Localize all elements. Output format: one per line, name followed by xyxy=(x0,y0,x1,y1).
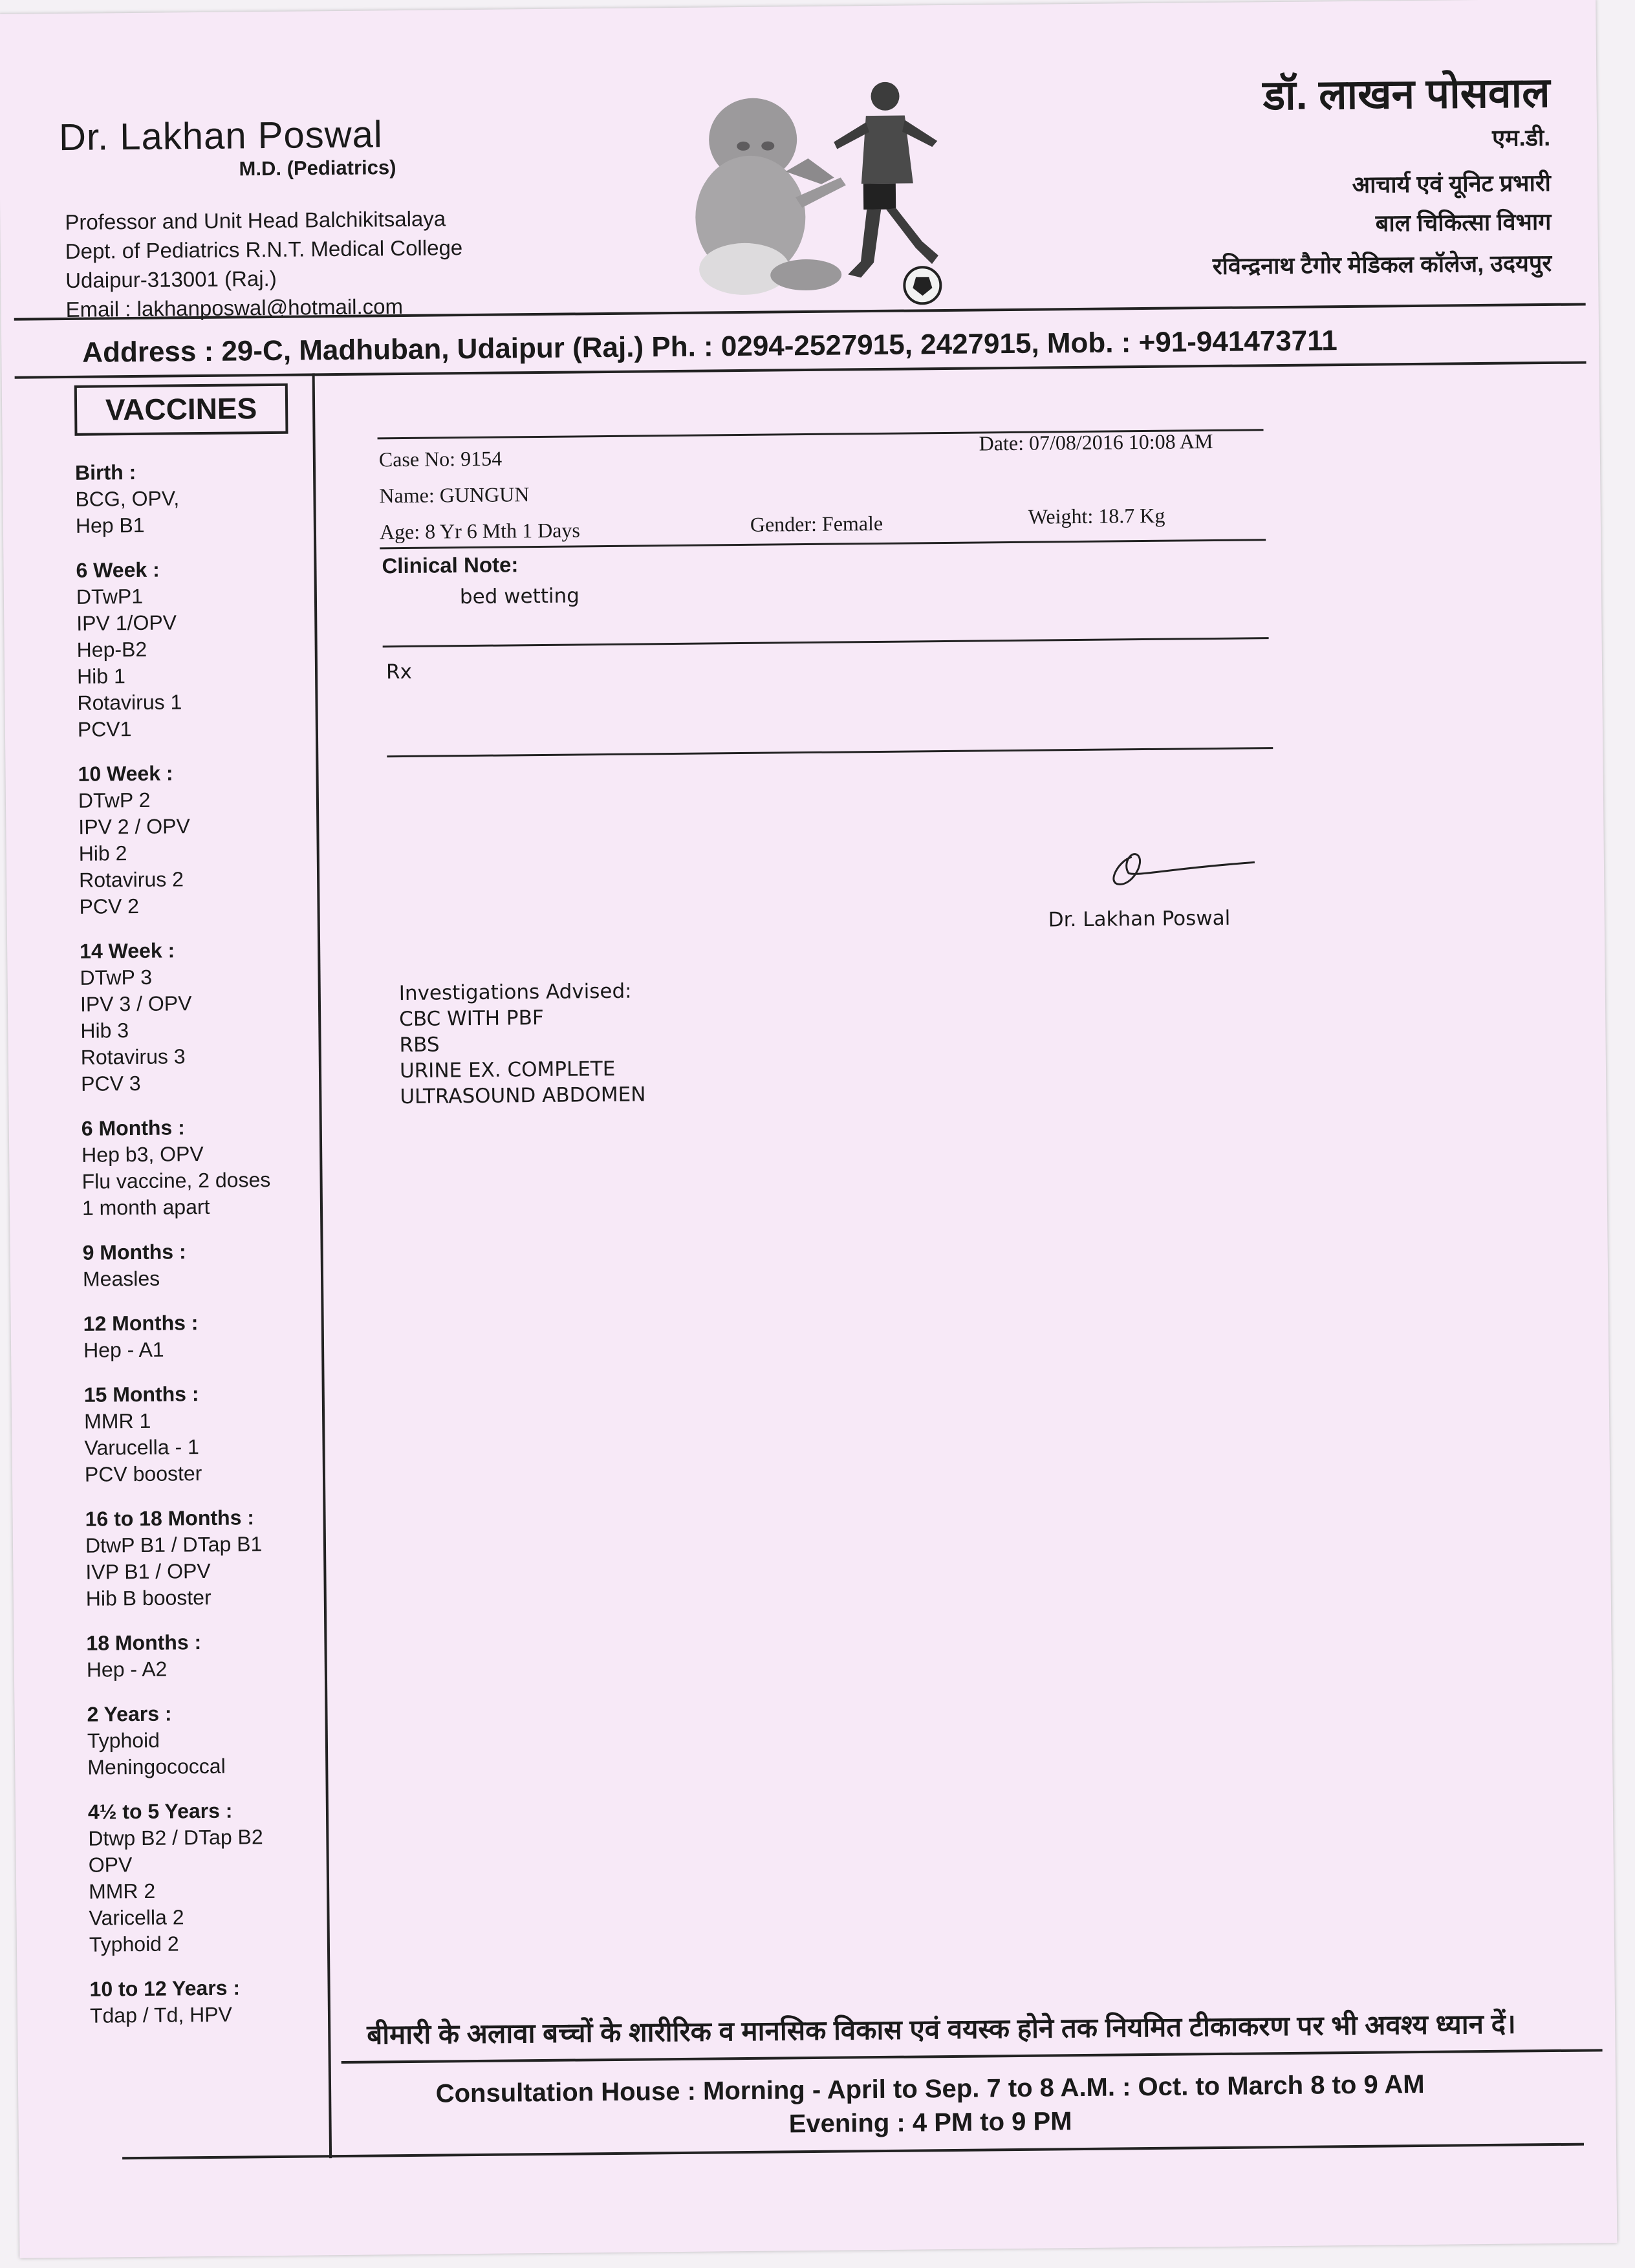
vaccine-item: PCV1 xyxy=(77,717,132,741)
investigations-block xyxy=(399,978,646,1110)
vaccine-group xyxy=(89,1974,336,2029)
vaccine-group-heading: 18 Months : xyxy=(86,1630,202,1655)
vaccine-item: PCV 2 xyxy=(79,894,140,918)
vaccine-item: Hep b3, OPV xyxy=(81,1142,204,1167)
rx-rule xyxy=(387,747,1273,757)
vaccine-item: IPV 3 / OPV xyxy=(80,991,192,1016)
department-hindi: बाल चिकित्सा विभाग xyxy=(1375,208,1552,237)
vaccine-group-heading: 4½ to 5 Years : xyxy=(87,1798,233,1824)
vaccine-group-heading: Birth : xyxy=(74,460,136,484)
vaccine-item: Hep-B2 xyxy=(76,637,147,662)
college-hindi: रविन्द्रनाथ टैगोर मेडिकल कॉलेज, उदयपुर xyxy=(1212,249,1552,279)
vaccine-item: Typhoid 2 xyxy=(89,1932,179,1956)
vaccine-item: Hib 3 xyxy=(80,1019,129,1042)
affiliation-line: Professor and Unit Head Balchikitsalaya xyxy=(65,206,446,235)
doctor-degree: M.D. (Pediatrics) xyxy=(239,156,396,180)
vaccine-item: Typhoid xyxy=(87,1728,160,1753)
vaccine-item: DtwP B1 / DTap B1 xyxy=(85,1532,263,1557)
investigation-item: URINE EX. COMPLETE xyxy=(399,1057,616,1083)
investigation-item: ULTRASOUND ABDOMEN xyxy=(400,1083,646,1109)
vaccine-group xyxy=(76,555,323,743)
vaccine-group-heading: 6 Months : xyxy=(81,1116,185,1140)
patient-age: Age: 8 Yr 6 Mth 1 Days xyxy=(379,518,581,544)
designation-hindi: आचार्य एवं यूनिट प्रभारी xyxy=(1352,169,1552,198)
note-rule xyxy=(383,637,1269,647)
vaccine-group xyxy=(80,936,327,1097)
vaccine-group-heading: 14 Week : xyxy=(79,938,175,963)
clinical-note-label: Clinical Note: xyxy=(382,552,519,578)
vaccine-item: IPV 1/OPV xyxy=(76,610,177,635)
vaccine-group xyxy=(75,457,321,539)
vaccine-group xyxy=(82,1237,329,1293)
vaccine-item: Hib 2 xyxy=(78,841,127,865)
boy-figure xyxy=(833,81,940,305)
case-date: Date: 07/08/2016 10:08 AM xyxy=(979,429,1213,455)
vaccine-group xyxy=(85,1504,332,1612)
vaccine-group-heading: 10 Week : xyxy=(78,761,173,786)
vaccine-item: PCV 3 xyxy=(80,1071,141,1096)
vaccine-group xyxy=(86,1628,332,1683)
investigation-item: CBC WITH PBF xyxy=(399,1006,544,1031)
case-number: Case No: 9154 xyxy=(378,446,503,471)
vaccine-item: Hib 1 xyxy=(76,664,125,688)
rx-label: Rx xyxy=(385,660,413,684)
vaccine-item: DTwP 3 xyxy=(80,965,153,989)
vaccine-item: Dtwp B2 / DTap B2 xyxy=(88,1825,263,1850)
vaccine-item: Varucella - 1 xyxy=(84,1435,199,1460)
vaccine-group-heading: 6 Week : xyxy=(76,557,160,582)
vaccine-item: Varicella 2 xyxy=(89,1905,184,1930)
vaccine-item: PCV booster xyxy=(84,1462,202,1486)
vaccine-group-heading: 9 Months : xyxy=(82,1240,186,1264)
vaccine-item: MMR 2 xyxy=(88,1879,156,1903)
vaccines-title: VACCINES xyxy=(74,383,288,436)
clinical-note-text: bed wetting xyxy=(459,584,580,609)
vaccine-item: IVP B1 / OPV xyxy=(85,1559,211,1584)
patient-weight: Weight: 18.7 Kg xyxy=(1028,503,1165,528)
vaccine-group-heading: 2 Years : xyxy=(87,1701,172,1726)
vaccine-item: Hep B1 xyxy=(75,513,145,537)
vaccine-group xyxy=(81,1113,329,1222)
vaccine-item: Rotavirus 2 xyxy=(78,867,184,892)
investigation-item: RBS xyxy=(399,1033,440,1057)
vaccine-group xyxy=(83,1308,330,1364)
vaccine-group xyxy=(88,1797,335,1958)
vaccine-item: Meningococcal xyxy=(87,1754,226,1779)
footer-rule-bottom xyxy=(122,2143,1584,2160)
vaccine-group xyxy=(78,759,325,920)
vaccine-item: BCG, OPV, xyxy=(75,486,180,511)
degree-hindi: एम.डी. xyxy=(1491,124,1551,151)
vaccine-group-heading: 16 to 18 Months : xyxy=(85,1506,255,1531)
vaccine-item: Tdap / Td, HPV xyxy=(89,2002,233,2027)
baby-figure xyxy=(695,97,847,295)
consultation-evening: Evening : 4 PM to 9 PM xyxy=(788,2107,1072,2139)
vaccine-group-heading: 15 Months : xyxy=(83,1382,199,1407)
vaccine-item: Hep - A1 xyxy=(83,1337,164,1362)
vaccine-item: 1 month apart xyxy=(81,1194,210,1220)
vaccine-item: OPV xyxy=(88,1853,133,1877)
vaccine-item: DTwP 2 xyxy=(78,788,151,812)
vaccine-item: MMR 1 xyxy=(83,1409,151,1433)
vaccine-group xyxy=(84,1379,331,1488)
vaccine-item: IPV 2 / OPV xyxy=(78,814,191,839)
doctor-name-hindi: डॉ. लाखन पोसवाल xyxy=(1262,69,1550,119)
address-bar: Address : 29-C, Madhuban, Udaipur (Raj.) Ph. : 0294-2527915, 2427915, Mob. : +91-941473711 xyxy=(82,325,1337,369)
patient-gender: Gender: Female xyxy=(750,511,883,536)
signature-name: Dr. Lakhan Poswal xyxy=(1048,906,1231,932)
footer-hindi-note: बीमारी के अलावा बच्चों के शारीरिक व मानसिक विकास एवं वयस्क होने तक नियमित टीकाकरण पर भी अवश्य ध्यान दें। xyxy=(367,2008,1517,2050)
investigations-label: Investigations Advised: xyxy=(398,979,632,1006)
email-line: Email : lakhanposwal@hotmail.com xyxy=(65,294,404,322)
affiliation-line: Udaipur-313001 (Raj.) xyxy=(65,266,277,293)
patient-name: Name: GUNGUN xyxy=(379,482,530,508)
consultation-morning: Consultation House : Morning - April to Sep. 7 to 8 A.M. : Oct. to March 8 to 9 AM xyxy=(435,2069,1425,2108)
children-illustration xyxy=(671,79,977,314)
vaccine-item: Rotavirus 3 xyxy=(80,1044,186,1069)
doctor-name: Dr. Lakhan Poswal xyxy=(58,113,383,159)
vaccine-item: Flu vaccine, 2 doses xyxy=(81,1168,271,1193)
vaccine-group xyxy=(87,1699,333,1781)
vaccine-item: Hib B booster xyxy=(85,1585,211,1610)
vaccine-schedule xyxy=(75,457,336,2047)
vaccine-group-heading: 10 to 12 Years : xyxy=(89,1976,241,2001)
vaccine-group-heading: 12 Months : xyxy=(83,1311,199,1335)
footer-rule-top xyxy=(341,2049,1603,2064)
vaccine-item: Rotavirus 1 xyxy=(77,690,182,715)
vaccine-item: Hep - A2 xyxy=(86,1657,168,1681)
affiliation-block xyxy=(65,204,463,324)
doctor-signature xyxy=(1093,836,1268,896)
vaccine-item: DTwP1 xyxy=(76,584,144,609)
vaccine-item: Measles xyxy=(82,1266,160,1291)
affiliation-line: Dept. of Pediatrics R.N.T. Medical College xyxy=(65,235,463,264)
